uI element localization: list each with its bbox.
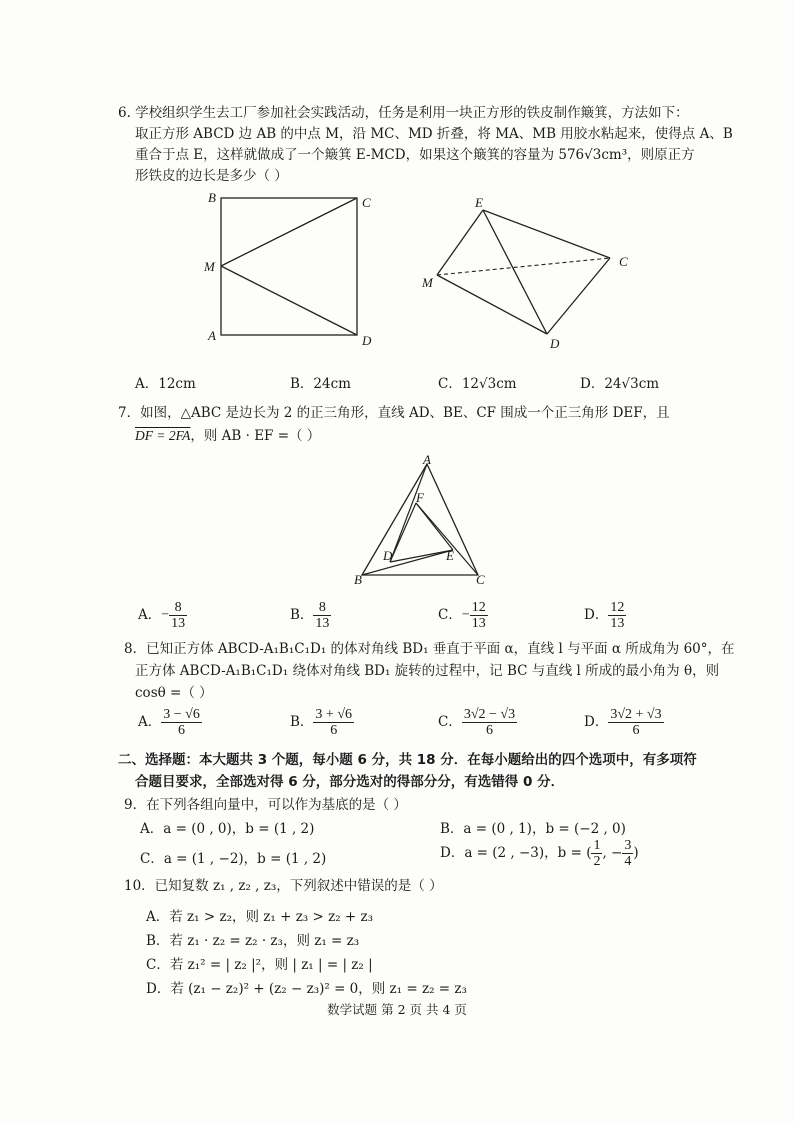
section2-heading-line2: 合题目要求，全部选对得 6 分，部分选对的得部分分，有选错得 0 分．	[135, 774, 565, 790]
q6-square-figure	[200, 188, 390, 353]
label-f: F	[416, 490, 424, 505]
line-cf	[416, 503, 478, 575]
edge-ec	[483, 210, 610, 258]
label-a: A	[208, 328, 216, 343]
q7-option-a: A．− $\frac{8}{13}$	[138, 600, 186, 631]
q7-line2-rest: ，则 AB · EF =（ ）	[190, 428, 321, 444]
q8-line2: 正方体 ABCD-A₁B₁C₁D₁ 绕体对角线 BD₁ 旋转的过程中，记 BC 与直线 l 所成的最小角为 θ，则	[135, 663, 720, 679]
q10-option-c: C．若 z₁² = | z₂ |²，则 | z₁ | = | z₂ |	[146, 957, 373, 973]
label-d: D	[383, 548, 393, 563]
edge-em	[437, 210, 483, 275]
q9-stem: 9．在下列各组向量中，可以作为基底的是（ ）	[124, 797, 407, 813]
q6-line3: 重合于点 E，这样就做成了一个簸箕 E-MCD，如果这个簸箕的容量为 576√3cm³，则原正方	[135, 147, 695, 163]
square-abcd	[221, 198, 357, 335]
label-b: B	[208, 190, 216, 205]
label-m2: M	[422, 275, 433, 290]
q7-line1: 7．如图，△ABC 是边长为 2 的正三角形，直线 AD、BE、CF 围成一个正三角形 DEF，且	[118, 405, 670, 421]
q7-triangle-figure	[350, 452, 495, 587]
label-e: E	[475, 195, 483, 210]
q9-option-d: D．a = (2 , −3)，b = ( $\frac{1}{2}$ , − $\frac{3}{4}$ )	[440, 838, 639, 869]
line-be	[362, 550, 453, 575]
q6-option-a: A．12cm	[135, 376, 196, 392]
segment-md	[221, 266, 357, 335]
edge-cd	[547, 258, 610, 334]
label-m: M	[204, 259, 215, 274]
q6-line4: 形铁皮的边长是多少（ ）	[135, 168, 288, 184]
q6-line1: 6. 学校组织学生去工厂参加社会实践活动，任务是利用一块正方形的铁皮制作簸箕，方法如下：	[118, 105, 689, 121]
label-d: D	[362, 333, 372, 348]
section2-heading-line1: 二、选择题：本大题共 3 个题，每小题 6 分，共 18 分．在每小题给出的四个选项中，有多项符	[118, 752, 697, 768]
q6-option-c: C．12√3cm	[438, 376, 517, 392]
label-d2: D	[550, 336, 560, 351]
q6-option-d: D．24√3cm	[580, 376, 660, 392]
triangle-abc	[362, 464, 478, 575]
label-c: C	[476, 572, 485, 587]
q7-option-c: C．− $\frac{12}{13}$	[438, 600, 486, 631]
vector-condition: DF = 2FA	[135, 428, 191, 443]
label-a: A	[423, 452, 431, 467]
q8-option-c: C． $\frac{3√2 - √3}{6}$	[438, 707, 516, 738]
segment-de	[390, 550, 453, 562]
q9-option-c: C．a = (1 , −2)，b = (1 , 2)	[140, 851, 327, 867]
q7-option-b: B． $\frac{8}{13}$	[290, 600, 330, 631]
q9-option-a: A．a = (0 , 0)，b = (1 , 2)	[140, 821, 315, 837]
q7-option-d: D． $\frac{12}{13}$	[584, 600, 625, 631]
q7-line2	[135, 426, 320, 446]
line-ad	[390, 464, 427, 562]
label-e: E	[446, 548, 454, 563]
segment-fd	[390, 503, 416, 562]
q6-pyramid-figure	[415, 192, 645, 352]
q8-option-d: D． $\frac{3√2 + √3}{6}$	[584, 707, 662, 738]
segment-mc	[221, 198, 357, 266]
q10-option-b: B．若 z₁ · z₂ = z₂ · z₃，则 z₁ = z₃	[146, 933, 360, 949]
q8-line3: cosθ =（ ）	[135, 685, 213, 701]
page-footer: 数学试题 第 2 页 共 4 页	[327, 1002, 467, 1017]
edge-md	[437, 275, 547, 334]
label-c: C	[362, 195, 371, 210]
q8-option-b: B． $\frac{3 + √6}{6}$	[290, 707, 353, 738]
q9-option-b: B．a = (0 , 1)，b = (−2 , 0)	[440, 821, 626, 837]
edge-mc-hidden	[437, 258, 610, 275]
q8-option-a: A． $\frac{3 - √6}{6}$	[138, 707, 200, 738]
q10-stem: 10．已知复数 z₁ , z₂ , z₃，下列叙述中错误的是（ ）	[124, 878, 443, 894]
label-b: B	[354, 572, 362, 587]
label-c2: C	[619, 254, 628, 269]
edge-ed	[483, 210, 547, 334]
q6-line2: 取正方形 ABCD 边 AB 的中点 M，沿 MC、MD 折叠，将 MA、MB 用胶水粘起来，使得点 A、B	[135, 126, 733, 142]
q6-option-b: B．24cm	[290, 376, 351, 392]
q10-option-a: A．若 z₁ > z₂，则 z₁ + z₃ > z₂ + z₃	[146, 909, 374, 925]
q8-line1: 8．已知正方体 ABCD-A₁B₁C₁D₁ 的体对角线 BD₁ 垂直于平面 α，直线 l 与平面 α 所成角为 60°，在	[124, 641, 735, 657]
q10-option-d: D．若 (z₁ − z₂)² + (z₂ − z₃)² = 0，则 z₁ = z₂ = z₃	[146, 981, 467, 997]
